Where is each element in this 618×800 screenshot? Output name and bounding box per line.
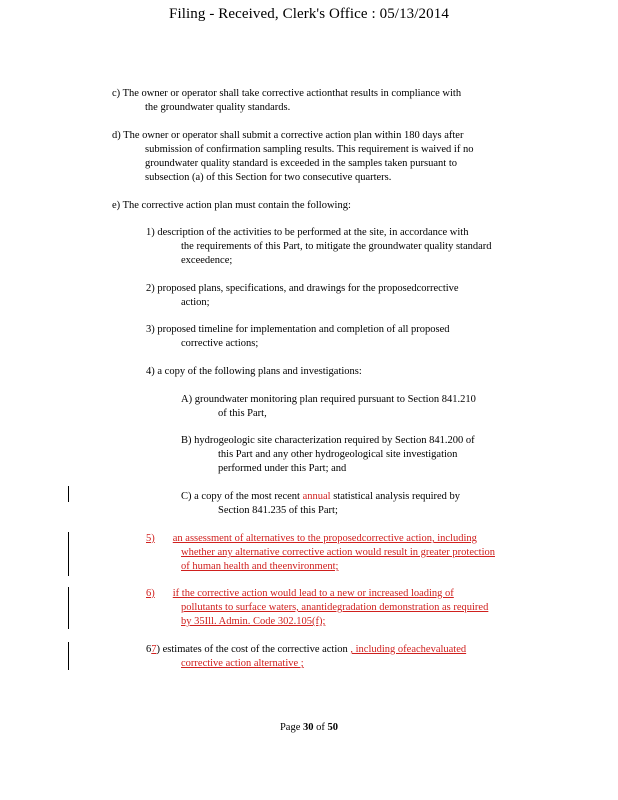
sub-item-line: performed under this Part; and [218,463,347,474]
inserted-text: an assessment of alternatives to the proposedcorrective action, including [172,533,477,544]
inserted-item-5 [146,532,495,574]
list-item-line: 4) a copy of the following plans and investigations: [146,366,362,377]
text-run: ) [156,644,160,655]
filing-header: Filing - Received, Clerk's Office : 05/13/2014 [169,6,449,22]
inserted-text: , including ofeachevaluated [350,644,467,655]
inserted-text: whether any alternative corrective action would result in greater protection [181,547,495,558]
text-run: estimates of the cost of the corrective action [160,644,351,655]
sub-item-line: of this Part, [218,408,267,419]
page-total: 50 [327,722,339,733]
paragraph-d-line: submission of confirmation sampling results. This requirement is waived if no [145,144,474,155]
paragraph-c [112,87,461,115]
paragraph-c-line: the groundwater quality standards. [145,102,291,113]
text-run: C) a copy of the most recent [181,491,303,502]
page-number: 30 [303,722,314,733]
inserted-item-6 [146,587,488,629]
inserted-text: pollutants to surface waters, anantidegradation demonstration as required [181,602,489,613]
item-number: 6) [146,588,155,599]
paragraph-c-line: c) The owner or operator shall take corrective actionthat results in compliance with [112,88,462,99]
sub-item-c [181,490,460,518]
list-item-line: 2) proposed plans, specifications, and drawings for the proposedcorrective [146,283,459,294]
list-item-7 [146,643,466,671]
paragraph-d [112,129,473,185]
inserted-text: annual [302,491,331,502]
page-label: Page [279,722,301,733]
list-item-line: exceedence; [181,255,233,266]
list-item-line: 3) proposed timeline for implementation and completion of all proposed [146,324,450,335]
inserted-text: by 35Ill. Admin. Code 302.105(f); [181,616,326,627]
paragraph-d-line: d) The owner or operator shall submit a corrective action plan within 180 days after [112,130,464,141]
inserted-text: if the corrective action would lead to a new or increased loading of [172,588,454,599]
list-item-1 [146,226,492,268]
list-item-line [146,643,466,657]
paragraph-d-line: subsection (a) of this Section for two consecutive quarters. [145,172,392,183]
paragraph-d-line: groundwater quality standard is exceeded in the samples taken pursuant to [145,158,457,169]
item-number: 5) [146,533,155,544]
change-bar [68,486,69,502]
list-item-line: corrective actions; [181,338,259,349]
page-footer [0,722,618,733]
list-item-line: the requirements of this Part, to mitigate the groundwater quality standard [181,241,492,252]
sub-item-b [181,434,475,476]
list-item-line: action; [181,297,210,308]
change-bar [68,587,69,629]
paragraph-e [112,199,351,213]
list-item-4 [146,365,362,379]
paragraph-e-line: e) The corrective action plan must contain the following: [112,200,351,211]
sub-item-line: A) groundwater monitoring plan required pursuant to Section 841.210 [181,394,476,405]
inserted-text: corrective action alternative ; [181,658,304,669]
inserted-text: of human health and theenvironment; [181,561,339,572]
sub-item-line: B) hydrogeologic site characterization required by Section 841.200 of [181,435,475,446]
sub-item-line: this Part and any other hydrogeological site investigation [218,449,458,460]
sub-item-a [181,393,476,421]
change-bar [68,532,69,576]
change-bar [68,642,69,670]
sub-item-line [181,490,460,504]
list-item-2 [146,282,459,310]
text-run: statistical analysis required by [330,491,461,502]
sub-item-line: Section 841.235 of this Part; [218,505,338,516]
inserted-text: 7 [151,644,157,655]
list-item-line: 1) description of the activities to be performed at the site, in accordance with [146,227,469,238]
list-item-3 [146,323,450,351]
item-number: 6 [146,644,152,655]
of-label: of [316,722,325,733]
